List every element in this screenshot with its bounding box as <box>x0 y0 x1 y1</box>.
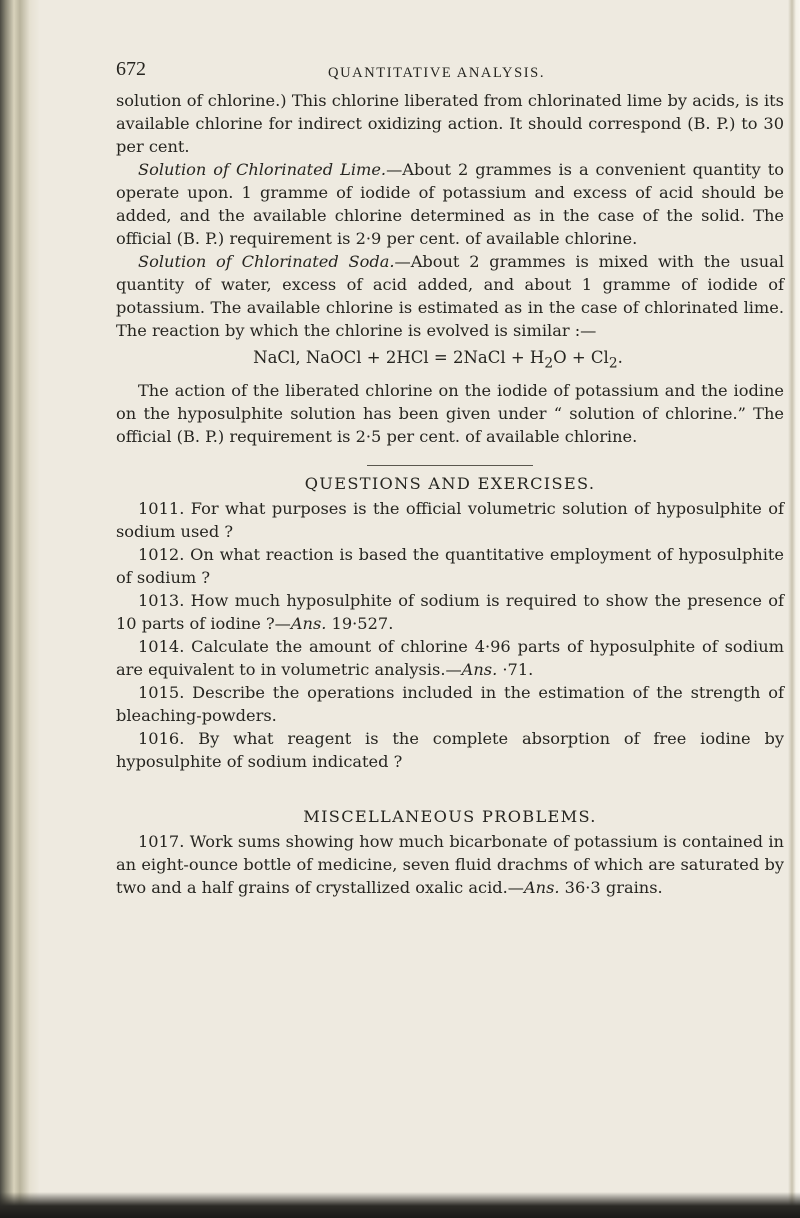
answer-label: Ans. <box>290 614 327 634</box>
questions-heading: QUESTIONS AND EXERCISES. <box>304 474 596 494</box>
question-text: 1013. How much hyposulphite of sodium is required to show the presence of 10 parts of iodine ?— <box>116 591 784 634</box>
paragraph-solution-chlorinated-soda <box>116 250 784 342</box>
question-item: 1015. Describe the operations included in the estimation of the strength of bleaching-powders. <box>116 683 784 726</box>
chemical-equation <box>116 346 784 375</box>
equation-left: NaCl, NaOCl + 2HCl = 2NaCl + H <box>253 348 545 367</box>
question-item <box>116 635 784 681</box>
equation-subscript: 2 <box>608 355 618 372</box>
question-item: 1012. On what reaction is based the quantitative employment of hyposulphite of sodium ? <box>116 545 784 588</box>
equation-subscript: 2 <box>544 355 554 372</box>
book-spine-shadow <box>0 0 40 1218</box>
question-item <box>116 589 784 635</box>
answer-value: 19·527. <box>326 614 394 634</box>
page-edge <box>788 0 800 1218</box>
answer-value: 36·3 grains. <box>559 878 663 898</box>
subheading-solution-chlorinated-soda: Solution of Chlorinated Soda. <box>138 252 395 271</box>
answer-label: Ans. <box>523 878 560 898</box>
question-item: 1011. For what purposes is the official volumetric solution of hyposulphite of sodium used ? <box>116 499 784 542</box>
running-title: QUANTITATIVE ANALYSIS. <box>328 65 546 81</box>
equation-end: . <box>617 348 623 367</box>
subheading-solution-chlorinated-lime: Solution of Chlorinated Lime. <box>138 160 387 179</box>
page-content <box>116 58 784 899</box>
problems-heading: MISCELLANEOUS PROBLEMS. <box>303 807 597 827</box>
paragraph-solution-chlorinated-lime <box>116 158 784 250</box>
problem-text: 1017. Work sums showing how much bicarbonate of potassium is contained in an eight-ounce bottle of medicine, seven fluid drachms of which are saturated by two and a half grains of crystallized oxalic acid.— <box>116 832 784 898</box>
problem-item <box>116 830 784 899</box>
bottom-edge-shadow <box>0 1192 800 1218</box>
answer-value: ·71. <box>497 660 534 680</box>
paragraph-text: —About 2 grammes is a convenient quantity to operate upon. 1 gramme of iodide of potassium and excess of acid should be added, and the available chlorine determined as in the case of the solid. The official (B. P.) requirement is 2·9 per cent. of available chlorine. <box>116 160 784 248</box>
answer-label: Ans. <box>461 660 498 680</box>
equation-middle: O + Cl <box>553 348 609 367</box>
question-item: 1016. By what reagent is the complete absorption of free iodine by hyposulphite of sodium indicated ? <box>116 729 784 772</box>
page-header <box>116 58 784 82</box>
paragraph-chlorinated-lime: solution of chlorine.) This chlorine liberated from chlorinated lime by acids, is its available chlorine for indirect oxidizing action. It should correspond (B. P.) to 30 per cent. <box>116 91 784 156</box>
question-text: 1014. Calculate the amount of chlorine 4·96 parts of hyposulphite of sodium are equivalent to in volumetric analysis.— <box>116 637 784 680</box>
page-number: 672 <box>116 58 146 80</box>
paragraph-text: —About 2 grammes is mixed with the usual quantity of water, excess of acid added, and about 1 gramme of iodide of potassium. The available chlorine is estimated as in the case of chlorinated lime. The reaction by which the chlorine is evolved is similar :— <box>116 252 784 340</box>
section-divider <box>367 465 533 466</box>
paragraph-liberated-chlorine: The action of the liberated chlorine on the iodide of potassium and the iodine on the hyposulphite solution has been given under “ solution of chlorine.” The official (B. P.) requirement is 2·5 per cent. of available chlorine. <box>116 381 784 447</box>
